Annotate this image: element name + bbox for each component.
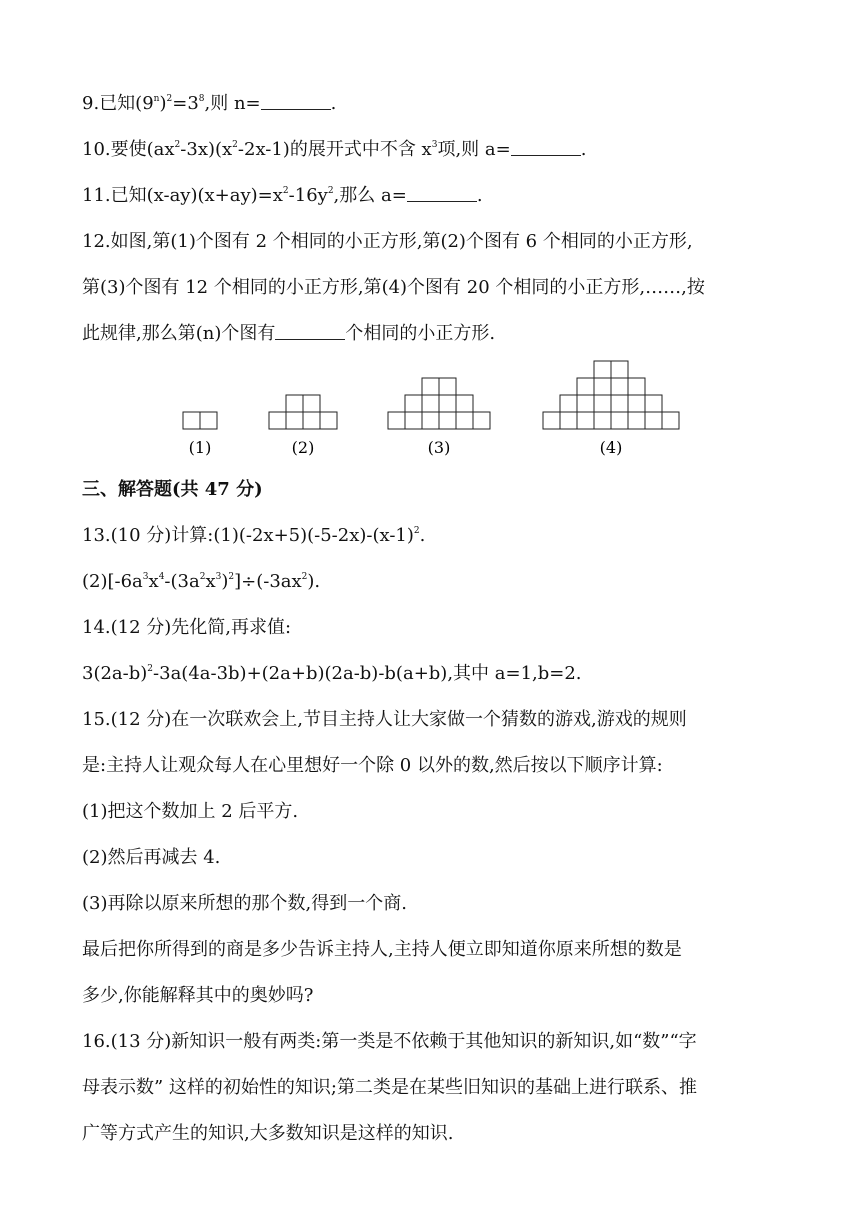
small-square [422, 378, 439, 395]
small-square [560, 412, 577, 429]
small-square [611, 378, 628, 395]
small-square [543, 412, 560, 429]
q13-exp: 4 [158, 572, 165, 582]
q13-text: x [205, 571, 216, 592]
small-square [594, 412, 611, 429]
small-square [456, 395, 473, 412]
small-square [456, 412, 473, 429]
small-square [611, 412, 628, 429]
question-12-line-3 [82, 322, 495, 346]
q13-exp: 3 [215, 572, 222, 582]
small-square [422, 412, 439, 429]
small-square [183, 412, 200, 429]
q13-text: x [148, 571, 159, 592]
question-13-line-2 [82, 570, 320, 597]
question-15-line-5: (3)再除以原来所想的那个数,得到一个商. [82, 893, 407, 914]
figure-label-4: (4) [599, 438, 623, 457]
q13-text: ). [307, 571, 321, 592]
small-square [303, 412, 320, 429]
q10-text: 要使(ax [110, 139, 175, 160]
q9-text: . [330, 93, 337, 114]
q9-text: ,则 n= [204, 93, 261, 114]
small-square [577, 378, 594, 395]
q9-text: ) [159, 93, 167, 114]
small-square [269, 412, 286, 429]
q14-exp: 2 [147, 664, 154, 674]
q11-text: 已知(x-ay)(x+ay)=x [110, 185, 283, 206]
small-square [388, 412, 405, 429]
question-14-line-1: 14.(12 分)先化简,再求值: [82, 617, 292, 638]
question-16-line-3: 广等方式产生的知识,大多数知识是这样的知识. [82, 1123, 454, 1144]
q11-text: ,那么 a= [333, 185, 407, 206]
question-15-line-1: 15.(12 分)在一次联欢会上,节目主持人让大家做一个猜数的游戏,游戏的规则 [82, 709, 687, 730]
figure-label-1: (1) [188, 438, 212, 457]
q9-text: =3 [172, 93, 199, 114]
q13-text: . [419, 525, 426, 546]
q9-exp: 8 [198, 94, 205, 104]
question-16-line-2: 母表示数” 这样的初始性的知识;第二类是在某些旧知识的基础上进行联系、推 [82, 1077, 697, 1098]
q13-text: (2)[-6a [82, 571, 143, 592]
small-square [611, 395, 628, 412]
small-square [200, 412, 217, 429]
section-heading: 三、解答题(共 47 分) [82, 479, 263, 500]
question-15-line-6: 最后把你所得到的商是多少告诉主持人,主持人便立即知道你原来所想的数是 [82, 939, 682, 960]
q13-exp: 2 [301, 572, 308, 582]
question-9 [82, 92, 336, 119]
q14-text: -3a(4a-3b)+(2a+b)(2a-b)-b(a+b),其中 a=1,b=2. [153, 663, 582, 684]
small-square [611, 361, 628, 378]
q13-exp: 2 [228, 572, 235, 582]
figure-squares [183, 361, 679, 429]
small-square [473, 412, 490, 429]
q10-number: 10. [82, 139, 111, 160]
q9-number: 9. [82, 93, 100, 114]
small-square [439, 378, 456, 395]
q13-exp: 2 [199, 572, 206, 582]
q14-text: 3(2a-b) [82, 663, 148, 684]
q10-exp: 3 [431, 140, 438, 150]
small-square [594, 361, 611, 378]
question-14-line-2 [82, 662, 582, 689]
small-square [577, 412, 594, 429]
small-square [320, 412, 337, 429]
small-square [628, 395, 645, 412]
small-square [422, 395, 439, 412]
q12-text: 个相同的小正方形. [345, 323, 496, 344]
small-square [577, 395, 594, 412]
q11-exp: 2 [282, 186, 289, 196]
question-12-line-1: 12.如图,第(1)个图有 2 个相同的小正方形,第(2)个图有 6 个相同的小正方形, [82, 231, 693, 252]
q10-text: 项,则 a= [437, 139, 511, 160]
q9-text: 已知(9 [99, 93, 154, 114]
small-square [303, 395, 320, 412]
question-15-line-4: (2)然后再减去 4. [82, 847, 221, 868]
small-square [628, 412, 645, 429]
q10-exp: 2 [174, 140, 181, 150]
q10-exp: 2 [232, 140, 238, 150]
q13-text: 13.(10 分)计算:(1)(-2x+5)(-5-2x)-(x-1) [82, 525, 414, 546]
q11-text: -16y [288, 185, 328, 206]
q13-exp: 2 [413, 526, 420, 536]
question-15-line-2: 是:主持人让观众每人在心里想好一个除 0 以外的数,然后按以下顺序计算: [82, 755, 663, 776]
q10-text: . [580, 139, 587, 160]
question-11 [82, 184, 483, 211]
small-square [405, 395, 422, 412]
square-pattern-figure [170, 360, 690, 460]
figure-label-2: (2) [291, 438, 315, 457]
small-square [594, 395, 611, 412]
small-square [405, 412, 422, 429]
question-15-line-7: 多少,你能解释其中的奥妙吗? [82, 985, 314, 1006]
q9-exp: n [153, 94, 160, 104]
q11-text: . [476, 185, 483, 206]
figure-label-3: (3) [427, 438, 451, 457]
q12-text: 此规律,那么第(n)个图有 [82, 323, 276, 344]
small-square [560, 395, 577, 412]
q13-text: ) [221, 571, 229, 592]
q13-text: -(3a [164, 571, 200, 592]
q10-text: -2x-1)的展开式中不含 x [237, 139, 432, 160]
answer-blank[interactable] [261, 93, 331, 110]
small-square [439, 412, 456, 429]
small-square [286, 412, 303, 429]
answer-blank[interactable] [275, 323, 345, 340]
question-10 [82, 138, 586, 165]
question-16-line-1: 16.(13 分)新知识一般有两类:第一类是不依赖于其他知识的新知识,如“数”“字 [82, 1031, 697, 1052]
answer-blank[interactable] [407, 185, 477, 202]
q10-text: -3x)(x [180, 139, 233, 160]
small-square [594, 378, 611, 395]
q13-exp: 3 [142, 572, 149, 582]
question-13-line-1 [82, 524, 425, 551]
small-square [439, 395, 456, 412]
q11-number: 11. [82, 185, 111, 206]
small-square [286, 395, 303, 412]
question-12-line-2: 第(3)个图有 12 个相同的小正方形,第(4)个图有 20 个相同的小正方形,……,按 [82, 277, 705, 298]
question-15-line-3: (1)把这个数加上 2 后平方. [82, 801, 299, 822]
small-square [645, 395, 662, 412]
small-square [645, 412, 662, 429]
small-square [662, 412, 679, 429]
q9-exp: 2 [166, 94, 173, 104]
small-square [628, 378, 645, 395]
answer-blank[interactable] [511, 139, 581, 156]
q11-exp: 2 [327, 186, 334, 196]
q13-text: ]÷(-3ax [234, 571, 302, 592]
